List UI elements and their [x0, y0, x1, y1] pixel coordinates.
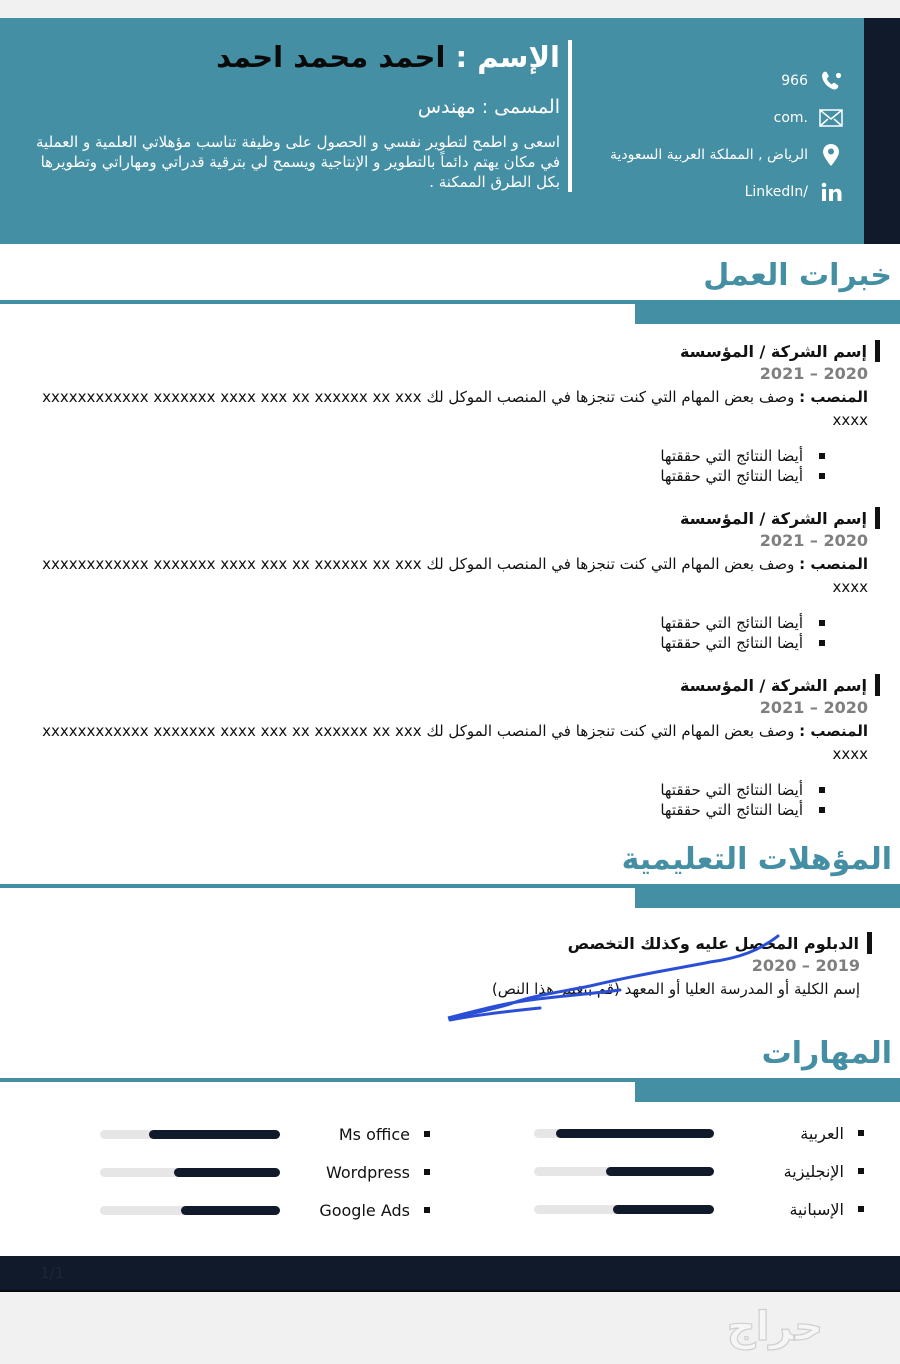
achievement-item: [20, 800, 825, 820]
contact-list: [544, 62, 844, 210]
contact-email: [544, 99, 844, 136]
experience-entry: [20, 340, 880, 486]
achievement-item: [20, 613, 825, 633]
name-label: الإسم :: [455, 40, 560, 74]
resume-page: [0, 18, 900, 1292]
contact-phone: [544, 62, 844, 99]
job-title: المسمى : مهندس: [417, 96, 560, 118]
section-title-education: المؤهلات التعليمية: [621, 842, 892, 877]
skill-label: الإسبانية: [789, 1199, 844, 1219]
page-number: 1/1: [40, 1264, 65, 1282]
skill-level-fill: [149, 1130, 280, 1139]
bullet-square-icon: [819, 620, 825, 626]
experience-entry: [20, 674, 880, 820]
skill-row: [100, 1191, 430, 1229]
skill-level-bar: [100, 1206, 280, 1215]
achievement-text: أيضا النتائج التي حققتها: [660, 781, 803, 799]
linkedin-text: /LinkedIn: [744, 183, 808, 200]
role-label: المنصب :: [799, 722, 868, 740]
education-entry: [372, 932, 872, 1000]
bullet-square-icon: [424, 1207, 430, 1213]
email-text: .com: [773, 109, 808, 126]
role-label: المنصب :: [799, 388, 868, 406]
company-name: [20, 674, 880, 696]
language-skills: [534, 1114, 864, 1228]
page-footer: [0, 1256, 900, 1292]
skill-level-bar: [534, 1129, 714, 1138]
school-name: إسم الكلية أو المدرسة العليا أو المعهد (قم بتغيير هذا النص): [491, 980, 860, 998]
skill-level-bar: [100, 1130, 280, 1139]
bullet-square-icon: [819, 640, 825, 646]
skill-level-bar: [534, 1167, 714, 1176]
company-text: إسم الشركة / المؤسسة: [679, 341, 867, 361]
location-text: الرياض , المملكة العربية السعودية: [610, 146, 808, 163]
entry-marker: [875, 340, 880, 362]
achievement-text: أيضا النتائج التي حققتها: [660, 614, 803, 632]
skill-row: [100, 1153, 430, 1191]
skill-row: [534, 1152, 864, 1190]
contact-linkedin: [544, 173, 844, 210]
entry-marker: [867, 932, 872, 954]
achievement-item: [20, 780, 825, 800]
email-icon: [818, 105, 844, 131]
section-tab: [635, 304, 900, 324]
profile-summary: اسعى و اطمح لتطوير نفسي و الحصول على وظيفة تناسب مؤهلاتي العلمية و العملية في مكان يهتم دائماً بالتطوير و الإنتاجية ويسمح لي بترقية قدراتي ومهاراتي وتطويرها بكل الطرق الممكنة .: [36, 133, 560, 191]
entry-description: [20, 720, 868, 766]
achievement-item: [20, 466, 825, 486]
achievement-list: [20, 780, 825, 820]
achievement-list: [20, 613, 825, 653]
achievement-text: أيضا النتائج التي حققتها: [660, 467, 803, 485]
achievement-item: [20, 633, 825, 653]
software-skills: [100, 1115, 430, 1229]
role-label: المنصب :: [799, 555, 868, 573]
achievement-list: [20, 446, 825, 486]
skill-level-bar: [534, 1205, 714, 1214]
skill-level-bar: [100, 1168, 280, 1177]
entry-description: [20, 386, 868, 432]
description-text: وصف بعض المهام التي كنت تنجزها في المنصب الموكل لك xxxxxxxxxxxx xxxxxxx xxxx xxx xx xxxxxx xx xxx xxxx: [42, 388, 868, 429]
skill-level-fill: [181, 1206, 280, 1215]
skill-label: Google Ads: [319, 1200, 410, 1220]
company-name: [20, 507, 880, 529]
contact-location: [544, 136, 844, 173]
skill-level-fill: [606, 1167, 714, 1176]
bullet-square-icon: [424, 1131, 430, 1137]
resume-header: [0, 18, 900, 244]
achievement-text: أيضا النتائج التي حققتها: [660, 447, 803, 465]
watermark-text: حراج: [726, 1304, 824, 1350]
skill-level-fill: [556, 1129, 714, 1138]
skill-row: [534, 1114, 864, 1152]
phone-icon: [818, 68, 844, 94]
skill-level-fill: [613, 1205, 714, 1214]
company-name: [20, 340, 880, 362]
degree-text: الدبلوم المحصل عليه وكذلك التخصص: [567, 933, 859, 953]
bullet-square-icon: [819, 453, 825, 459]
entry-marker: [875, 507, 880, 529]
bullet-square-icon: [858, 1206, 864, 1212]
achievement-text: أيضا النتائج التي حققتها: [660, 801, 803, 819]
bullet-square-icon: [819, 787, 825, 793]
bullet-square-icon: [819, 807, 825, 813]
bullet-square-icon: [858, 1130, 864, 1136]
entry-years: 2020 – 2021: [759, 531, 868, 550]
skill-label: الإنجليزية: [783, 1161, 844, 1181]
entry-marker: [875, 674, 880, 696]
skill-row: [534, 1190, 864, 1228]
phone-text: 966: [781, 72, 808, 89]
entry-years: 2020 – 2021: [759, 698, 868, 717]
skill-label: العربية: [800, 1123, 844, 1143]
education-years: 2019 – 2020: [751, 956, 860, 975]
header-dark-stripe: [864, 18, 900, 244]
bullet-square-icon: [858, 1168, 864, 1174]
bullet-square-icon: [424, 1169, 430, 1175]
section-tab: [635, 1082, 900, 1102]
description-text: وصف بعض المهام التي كنت تنجزها في المنصب الموكل لك xxxxxxxxxxxx xxxxxxx xxxx xxx xx xxxxxx xx xxx xxxx: [42, 555, 868, 596]
section-title-skills: المهارات: [761, 1036, 892, 1071]
skill-row: [100, 1115, 430, 1153]
location-pin-icon: [818, 142, 844, 168]
linkedin-icon: [818, 179, 844, 205]
bullet-square-icon: [819, 473, 825, 479]
entry-description: [20, 553, 868, 599]
skill-level-fill: [174, 1168, 280, 1177]
company-text: إسم الشركة / المؤسسة: [679, 508, 867, 528]
degree-name: [372, 932, 872, 954]
achievement-item: [20, 446, 825, 466]
experience-entry: [20, 507, 880, 653]
description-text: وصف بعض المهام التي كنت تنجزها في المنصب الموكل لك xxxxxxxxxxxx xxxxxxx xxxx xxx xx xxxxxx xx xxx xxxx: [42, 722, 868, 763]
entry-years: 2020 – 2021: [759, 364, 868, 383]
skill-label: Ms office: [338, 1124, 410, 1144]
skill-label: Wordpress: [325, 1162, 410, 1182]
name-line: [216, 40, 560, 74]
section-tab: [635, 888, 900, 908]
name-value: احمد محمد احمد: [216, 40, 446, 74]
company-text: إسم الشركة / المؤسسة: [679, 675, 867, 695]
achievement-text: أيضا النتائج التي حققتها: [660, 634, 803, 652]
section-title-experience: خبرات العمل: [703, 258, 892, 293]
haraj-watermark-logo: [660, 1302, 890, 1352]
